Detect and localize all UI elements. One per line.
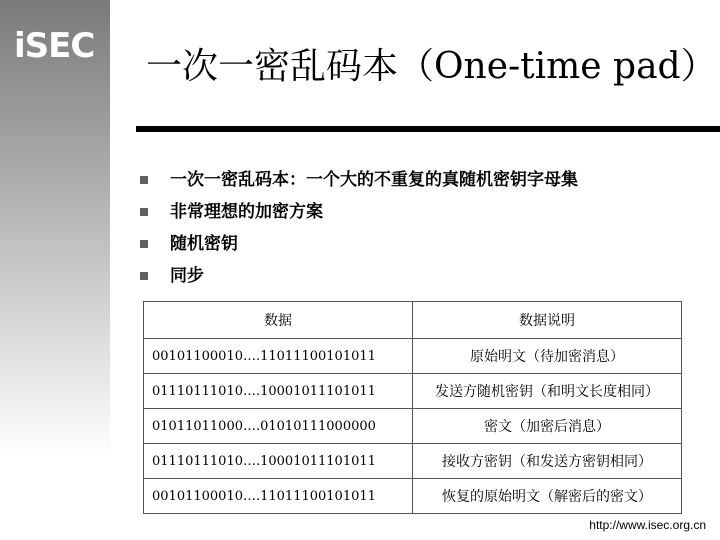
- slide-title: 一次一密乱码本（One-time pad）: [146, 46, 717, 87]
- table-row: [144, 409, 682, 444]
- square-bullet-icon: [140, 208, 148, 216]
- description-cell: 原始明文（待加密消息）: [412, 339, 681, 374]
- table-row: [144, 374, 682, 409]
- bullet-text: 同步: [170, 266, 204, 286]
- otp-table: [143, 301, 682, 514]
- isec-logo: iSEC: [14, 26, 95, 66]
- description-cell: 恢复的原始明文（解密后的密文）: [412, 479, 681, 514]
- bullet-item: [140, 230, 578, 262]
- bullet-list: [140, 166, 578, 294]
- footer-url: http://www.isec.org.cn: [589, 518, 706, 532]
- square-bullet-icon: [140, 176, 148, 184]
- bullet-text: 一次一密乱码本：一个大的不重复的真随机密钥字母集: [170, 170, 578, 190]
- sidebar-gradient: [0, 0, 110, 540]
- square-bullet-icon: [140, 240, 148, 248]
- square-bullet-icon: [140, 272, 148, 280]
- bullet-item: [140, 262, 578, 294]
- bullet-text: 非常理想的加密方案: [170, 202, 323, 222]
- description-cell: 密文（加密后消息）: [412, 409, 681, 444]
- bit-string-cell: 00101100010….11011100101011: [144, 479, 413, 514]
- bit-string-cell: 01110111010….10001011101011: [144, 444, 413, 479]
- table-row: [144, 444, 682, 479]
- table-header-row: [144, 302, 682, 339]
- bit-string-cell: 00101100010….11011100101011: [144, 339, 413, 374]
- column-header-description: 数据说明: [412, 302, 681, 339]
- description-cell: 接收方密钥（和发送方密钥相同）: [412, 444, 681, 479]
- bullet-item: [140, 198, 578, 230]
- title-divider: [136, 126, 720, 132]
- column-header-data: 数据: [144, 302, 413, 339]
- bit-string-cell: 01110111010….10001011101011: [144, 374, 413, 409]
- bit-string-cell: 01011011000….01010111000000: [144, 409, 413, 444]
- table-row: [144, 479, 682, 514]
- bullet-text: 随机密钥: [170, 234, 238, 254]
- table-row: [144, 339, 682, 374]
- description-cell: 发送方随机密钥（和明文长度相同）: [412, 374, 681, 409]
- bullet-item: [140, 166, 578, 198]
